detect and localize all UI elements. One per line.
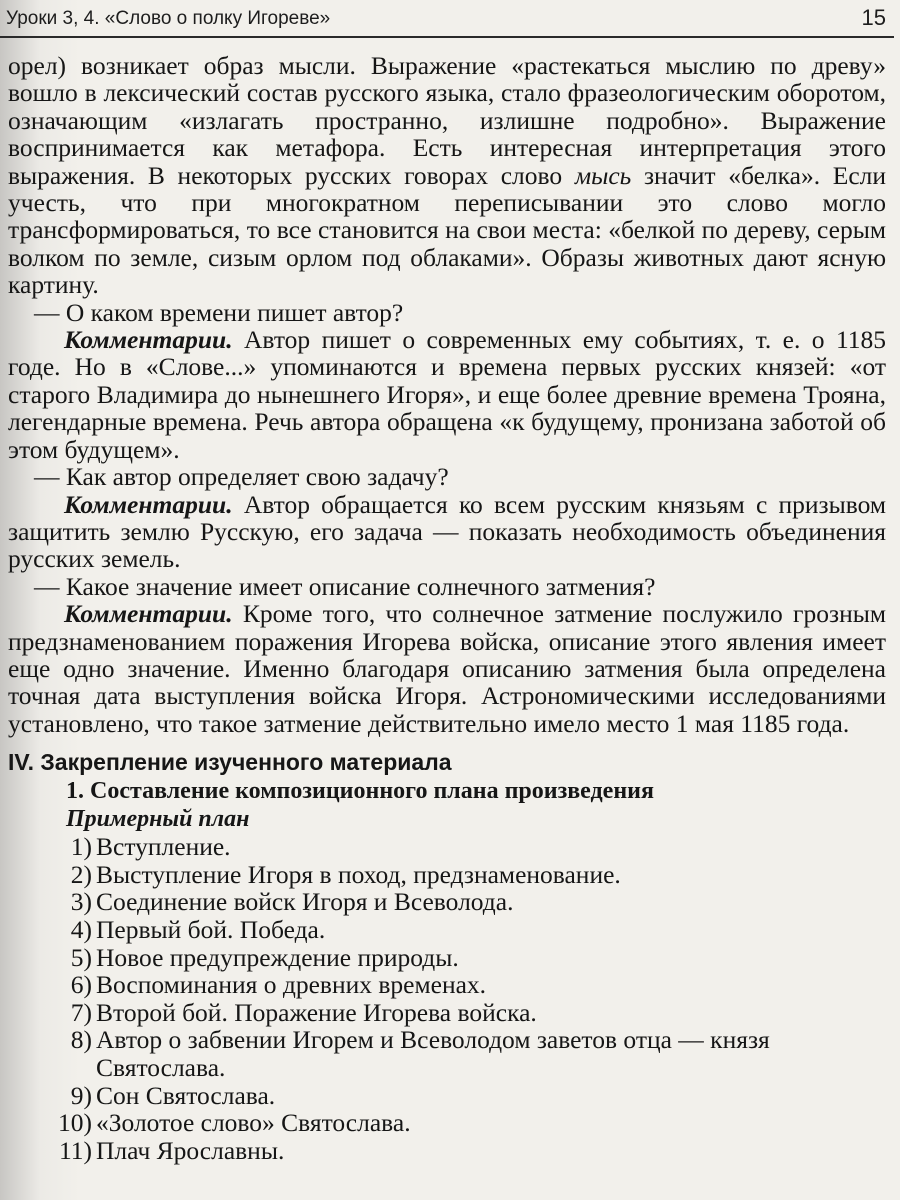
subsection-heading: 1. Составление композиционного плана произведения bbox=[66, 778, 654, 805]
comment-1-text: Автор пишет о современных ему событиях, т. е. о 1185 годе. Но в «Слове...» упоминаются и времена первых русских князей: «от старого Владимира до нынешнего Игоря», и еще более древние времена Трояна, легендарные времена. Речь автора обращена «к будущему, пронизана заботой об этом будущем». bbox=[8, 325, 886, 464]
list-item-text: Автор о забвении Игорем и Всеволодом заветов отца — князя Святослава. bbox=[96, 1025, 770, 1082]
plan-title: Примерный план bbox=[66, 806, 250, 833]
list-item bbox=[8, 888, 886, 916]
list-item-number: 4) bbox=[70, 914, 92, 944]
comment-2-text: Автор обращается ко всем русским князьям с призывом защитить землю Русскую, его задача — показать необходимость объединения русских земель. bbox=[8, 489, 886, 574]
question-2: — Как автор определяет свою задачу? bbox=[34, 462, 449, 492]
comment-2-label: Комментарии. bbox=[64, 489, 233, 519]
list-item bbox=[8, 1026, 886, 1081]
list-item-number: 9) bbox=[70, 1080, 92, 1110]
list-item-text: Вступление. bbox=[96, 832, 231, 862]
comment-3-text: Кроме того, что солнечное затмение послужило грозным предзнаменованием поражения Игорева войска, описание этого явления имеет еще одно значение. Именно благодаря описанию затмения была определена точная дата выступления войска Игоря. Астрономическими исследованиями установлено, что такое затмение действительно имело место 1 мая 1185 года. bbox=[8, 599, 886, 738]
page-body bbox=[8, 52, 886, 1164]
list-item-number: 1) bbox=[70, 832, 92, 862]
list-item-number: 3) bbox=[70, 887, 92, 917]
plan-list bbox=[8, 833, 886, 1164]
comment-2 bbox=[8, 491, 886, 573]
list-item-text: Плач Ярославны. bbox=[96, 1135, 285, 1165]
list-item-text: Второй бой. Поражение Игорева войска. bbox=[96, 997, 537, 1027]
list-item bbox=[8, 861, 886, 889]
page-number: 15 bbox=[861, 5, 886, 30]
list-item bbox=[8, 944, 886, 972]
list-item bbox=[8, 916, 886, 944]
comment-1-label: Комментарии. bbox=[64, 325, 233, 355]
question-1: — О каком времени пишет автор? bbox=[34, 297, 404, 327]
comment-1 bbox=[8, 326, 886, 463]
paragraph-intro-text: орел) возникает образ мысли. Выражение «растекаться мыслию по древу» вошло в лексический состав русского языка, стало фразеологическим оборотом, означающим «излагать пространно, излишне подробно». Выражение воспринимается как метафора. Есть интересная интерпретация этого выражения. В некоторых русских говорах слово bbox=[8, 51, 886, 190]
comment-3-label: Комментарии. bbox=[64, 599, 233, 629]
list-item-text: Соединение войск Игоря и Всеволода. bbox=[96, 887, 514, 917]
list-item-number: 2) bbox=[70, 859, 92, 889]
list-item bbox=[8, 833, 886, 861]
list-item-number: 7) bbox=[70, 997, 92, 1027]
header-rule bbox=[0, 36, 894, 38]
list-item-text: Новое предупреждение природы. bbox=[96, 942, 459, 972]
list-item-number: 10) bbox=[58, 1108, 92, 1138]
list-item-number: 6) bbox=[70, 970, 92, 1000]
list-item bbox=[8, 1082, 886, 1110]
italic-word: мысь bbox=[574, 160, 632, 190]
list-item bbox=[8, 999, 886, 1027]
list-item-text: Воспоминания о древних временах. bbox=[96, 970, 487, 1000]
list-item-text: Выступление Игоря в поход, предзнаменование. bbox=[96, 859, 621, 889]
running-header bbox=[0, 0, 900, 38]
header-title: Уроки 3, 4. «Слово о полку Игореве» bbox=[6, 8, 331, 29]
question-3: — Какое значение имеет описание солнечного затмения? bbox=[34, 571, 656, 601]
paragraph-intro-text-end: значит «белка». Если учесть, что при многократном переписывании это слово могло трансформироваться, то все становится на свои места: «белкой по дереву, серым волком по земле, сизым орлом под облаками». Образы животных дают ясную картину. bbox=[8, 160, 887, 300]
paragraph-intro bbox=[8, 52, 886, 299]
list-item-text: «Золотое слово» Святослава. bbox=[96, 1108, 411, 1138]
section-heading: IV. Закрепление изученного материала bbox=[8, 749, 452, 776]
comment-3 bbox=[8, 600, 886, 737]
list-item bbox=[8, 1109, 886, 1137]
list-item bbox=[8, 971, 886, 999]
list-item-number: 11) bbox=[58, 1135, 92, 1165]
list-item-text: Первый бой. Победа. bbox=[96, 914, 326, 944]
list-item-number: 8) bbox=[70, 1025, 92, 1055]
list-item-number: 5) bbox=[70, 942, 92, 972]
list-item bbox=[8, 1137, 886, 1165]
list-item-text: Сон Святослава. bbox=[96, 1080, 276, 1110]
